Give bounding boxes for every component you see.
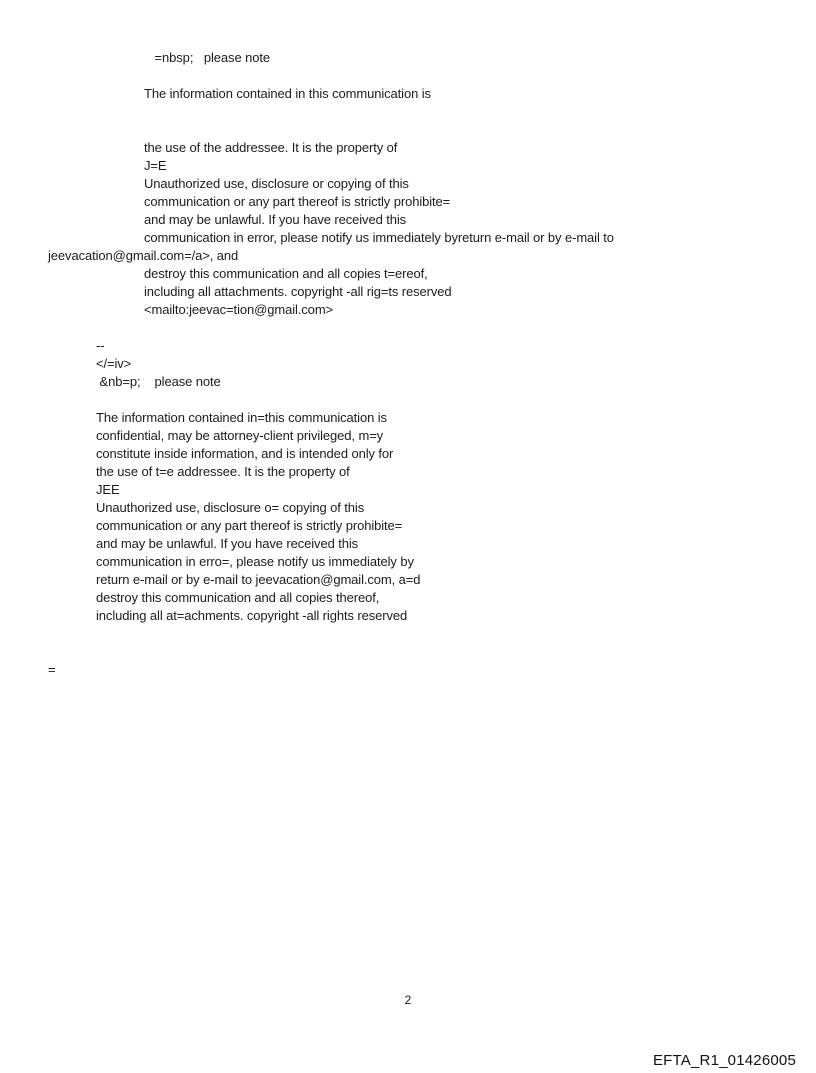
text-line: The information contained in this communication is (144, 86, 431, 101)
text-line: = (48, 662, 56, 677)
text-line: confidential, may be attorney-client privileged, m=y (96, 428, 384, 443)
text-line: destroy this communication and all copies thereof, (96, 590, 380, 605)
text-line: Unauthorized use, disclosure or copying of this (144, 176, 409, 191)
text-line: including all attachments. copyright -all rig=ts reserved (144, 284, 452, 299)
text-line: <mailto:jeevac=tion@gmail.com> (144, 302, 334, 317)
text-line: the use of the addressee. It is the property of (144, 140, 398, 155)
text-line: Unauthorized use, disclosure o= copying of this (96, 500, 365, 515)
text-line: communication in erro=, please notify us immediately by (96, 554, 414, 569)
text-line: The information contained in=this communication is (96, 410, 387, 425)
text-line: communication or any part thereof is strictly prohibite= (96, 518, 403, 533)
text-line: the use of t=e addressee. It is the property of (96, 464, 350, 479)
text-line: -- (96, 338, 105, 353)
text-line: jeevacation@gmail.com=/a>, and (48, 248, 239, 263)
text-line: J=E (144, 158, 167, 173)
blank-line (48, 121, 614, 139)
bates-number: EFTA_R1_01426005 (652, 1052, 796, 1069)
text-line: return e-mail or by e-mail to jeevacation@gmail.com, a=d (96, 572, 421, 587)
text-line: and may be unlawful. If you have received this (144, 212, 407, 227)
text-line: constitute inside information, and is intended only for (96, 446, 394, 461)
text-line: destroy this communication and all copies t=ereof, (144, 266, 428, 281)
blank-line (48, 103, 614, 121)
text-line: </=iv> (96, 356, 132, 371)
blank-line (48, 625, 614, 643)
blank-line (48, 67, 614, 85)
text-line: and may be unlawful. If you have received this (96, 536, 359, 551)
text-line: JEE (96, 482, 120, 497)
blank-line (48, 643, 614, 661)
text-line: communication in error, please notify us immediately byreturn e-mail or by e-mail to (144, 230, 614, 245)
text-line: including all at=achments. copyright -all rights reserved (96, 608, 408, 623)
blank-line (48, 319, 614, 337)
text-line: =nbsp; please note (144, 50, 270, 65)
text-line: communication or any part thereof is strictly prohibite= (144, 194, 451, 209)
page-number: 2 (404, 993, 412, 1007)
blank-line (48, 391, 614, 409)
text-line: &nb=p; please note (96, 374, 221, 389)
document-body (48, 49, 614, 679)
